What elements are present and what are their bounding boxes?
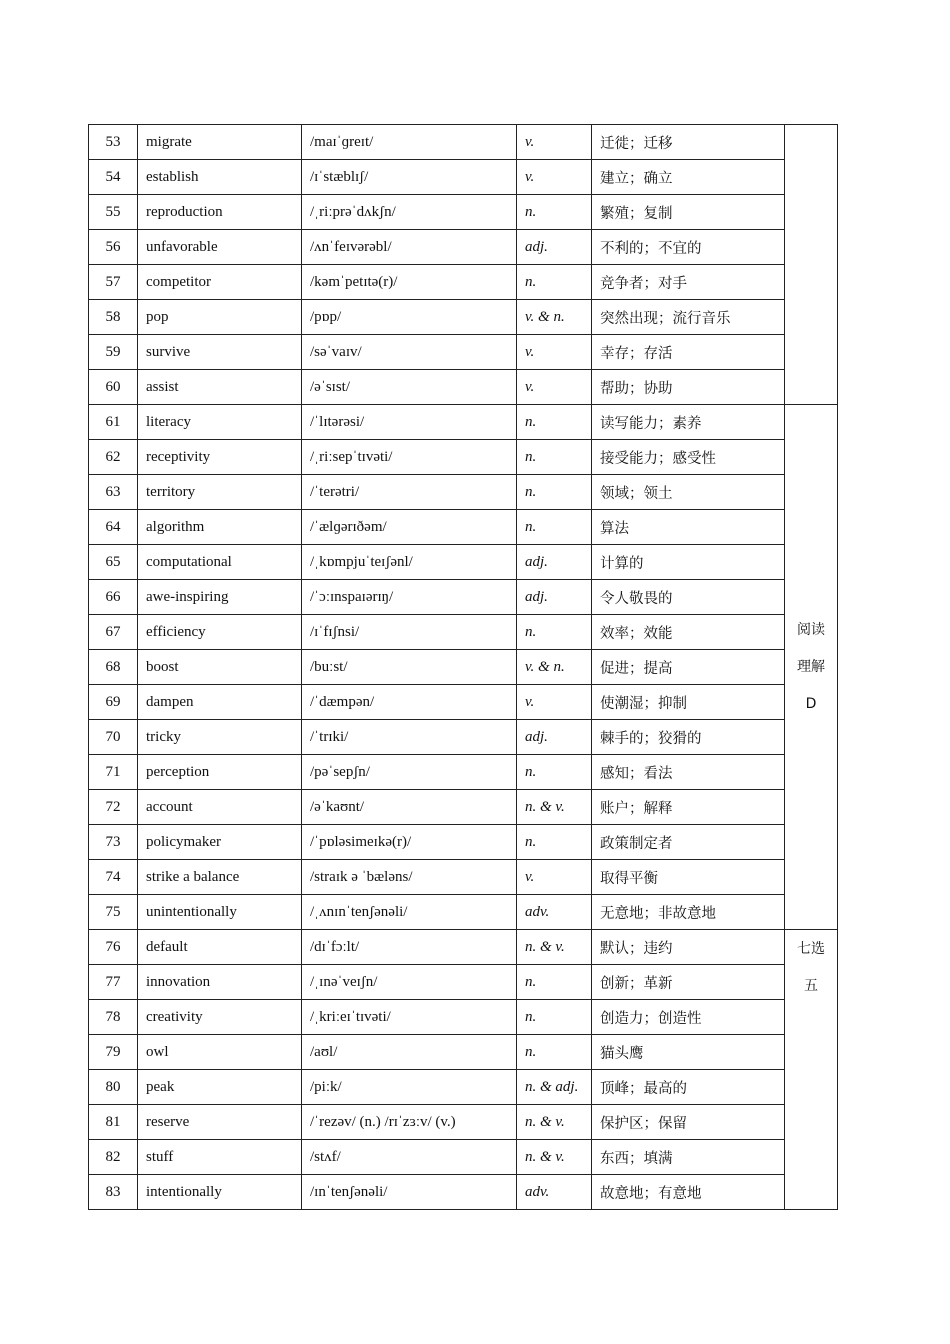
section-label-line: 五 xyxy=(804,978,818,994)
word-cell: pop xyxy=(138,300,302,335)
chinese-meaning-cell: 竞争者；对手 xyxy=(592,265,785,300)
table-row xyxy=(89,440,838,475)
word-cell: establish xyxy=(138,160,302,195)
part-of-speech-cell: adv. xyxy=(517,895,592,930)
chinese-meaning-cell: 取得平衡 xyxy=(592,860,785,895)
table-row xyxy=(89,895,838,930)
table-row xyxy=(89,160,838,195)
row-number: 82 xyxy=(89,1140,138,1175)
word-cell: migrate xyxy=(138,125,302,160)
chinese-meaning-cell: 读写能力；素养 xyxy=(592,405,785,440)
chinese-meaning-cell: 默认；违约 xyxy=(592,930,785,965)
row-number: 69 xyxy=(89,685,138,720)
chinese-meaning-cell: 猫头鹰 xyxy=(592,1035,785,1070)
row-number: 83 xyxy=(89,1175,138,1210)
section-label-line: D xyxy=(805,695,817,712)
phonetic-cell: /pəˈsepʃn/ xyxy=(302,755,517,790)
row-number: 60 xyxy=(89,370,138,405)
word-cell: awe-inspiring xyxy=(138,580,302,615)
phonetic-cell: /dɪˈfɔːlt/ xyxy=(302,930,517,965)
row-number: 58 xyxy=(89,300,138,335)
part-of-speech-cell: adj. xyxy=(517,580,592,615)
row-number: 81 xyxy=(89,1105,138,1140)
row-number: 77 xyxy=(89,965,138,1000)
table-row xyxy=(89,755,838,790)
table-row xyxy=(89,790,838,825)
word-cell: reserve xyxy=(138,1105,302,1140)
phonetic-cell: /ˈterətri/ xyxy=(302,475,517,510)
phonetic-cell: /ˌkɒmpjuˈteɪʃənl/ xyxy=(302,545,517,580)
chinese-meaning-cell: 创造力；创造性 xyxy=(592,1000,785,1035)
row-number: 56 xyxy=(89,230,138,265)
phonetic-cell: /kəmˈpetɪtə(r)/ xyxy=(302,265,517,300)
table-row xyxy=(89,545,838,580)
word-cell: algorithm xyxy=(138,510,302,545)
chinese-meaning-cell: 领域；领土 xyxy=(592,475,785,510)
row-number: 72 xyxy=(89,790,138,825)
chinese-meaning-cell: 令人敬畏的 xyxy=(592,580,785,615)
word-cell: policymaker xyxy=(138,825,302,860)
row-number: 62 xyxy=(89,440,138,475)
phonetic-cell: /ˈdæmpən/ xyxy=(302,685,517,720)
row-number: 53 xyxy=(89,125,138,160)
table-row xyxy=(89,650,838,685)
phonetic-cell: /ɪnˈtenʃənəli/ xyxy=(302,1175,517,1210)
row-number: 78 xyxy=(89,1000,138,1035)
section-label-line: 七选 xyxy=(797,941,825,957)
table-row xyxy=(89,580,838,615)
phonetic-cell: /ˌɪnəˈveɪʃn/ xyxy=(302,965,517,1000)
phonetic-cell: /ˌkriːeɪˈtɪvəti/ xyxy=(302,1000,517,1035)
table-row xyxy=(89,1035,838,1070)
chinese-meaning-cell: 幸存；存活 xyxy=(592,335,785,370)
part-of-speech-cell: n. & v. xyxy=(517,1105,592,1140)
row-number: 70 xyxy=(89,720,138,755)
row-number: 66 xyxy=(89,580,138,615)
word-cell: account xyxy=(138,790,302,825)
chinese-meaning-cell: 建立；确立 xyxy=(592,160,785,195)
phonetic-cell: /maɪˈɡreɪt/ xyxy=(302,125,517,160)
word-cell: assist xyxy=(138,370,302,405)
part-of-speech-cell: n. xyxy=(517,405,592,440)
row-number: 59 xyxy=(89,335,138,370)
part-of-speech-cell: v. & n. xyxy=(517,300,592,335)
row-number: 79 xyxy=(89,1035,138,1070)
part-of-speech-cell: n. & adj. xyxy=(517,1070,592,1105)
chinese-meaning-cell: 感知；看法 xyxy=(592,755,785,790)
chinese-meaning-cell: 保护区；保留 xyxy=(592,1105,785,1140)
section-label-cell xyxy=(785,405,838,930)
table-row xyxy=(89,930,838,965)
word-cell: stuff xyxy=(138,1140,302,1175)
section-label-cell xyxy=(785,125,838,405)
phonetic-cell: /ˌriːprəˈdʌkʃn/ xyxy=(302,195,517,230)
phonetic-cell: /əˈkaʊnt/ xyxy=(302,790,517,825)
word-cell: tricky xyxy=(138,720,302,755)
chinese-meaning-cell: 创新；革新 xyxy=(592,965,785,1000)
chinese-meaning-cell: 不利的；不宜的 xyxy=(592,230,785,265)
word-cell: innovation xyxy=(138,965,302,1000)
table-row xyxy=(89,370,838,405)
row-number: 71 xyxy=(89,755,138,790)
part-of-speech-cell: adv. xyxy=(517,1175,592,1210)
phonetic-cell: /piːk/ xyxy=(302,1070,517,1105)
phonetic-cell: /ˈɔːɪnspaɪərɪŋ/ xyxy=(302,580,517,615)
part-of-speech-cell: n. & v. xyxy=(517,790,592,825)
row-number: 54 xyxy=(89,160,138,195)
word-cell: unfavorable xyxy=(138,230,302,265)
part-of-speech-cell: v. & n. xyxy=(517,650,592,685)
table-row xyxy=(89,1070,838,1105)
table-row xyxy=(89,825,838,860)
table-row xyxy=(89,1000,838,1035)
part-of-speech-cell: n. xyxy=(517,1035,592,1070)
row-number: 74 xyxy=(89,860,138,895)
row-number: 75 xyxy=(89,895,138,930)
row-number: 73 xyxy=(89,825,138,860)
part-of-speech-cell: v. xyxy=(517,370,592,405)
word-cell: literacy xyxy=(138,405,302,440)
part-of-speech-cell: v. xyxy=(517,160,592,195)
word-cell: perception xyxy=(138,755,302,790)
phonetic-cell: /pɒp/ xyxy=(302,300,517,335)
table-row xyxy=(89,335,838,370)
phonetic-cell: /əˈsɪst/ xyxy=(302,370,517,405)
chinese-meaning-cell: 算法 xyxy=(592,510,785,545)
table-row xyxy=(89,230,838,265)
word-cell: default xyxy=(138,930,302,965)
chinese-meaning-cell: 政策制定者 xyxy=(592,825,785,860)
phonetic-cell: /ˈlɪtərəsi/ xyxy=(302,405,517,440)
table-row xyxy=(89,475,838,510)
table-row xyxy=(89,1140,838,1175)
chinese-meaning-cell: 迁徙；迁移 xyxy=(592,125,785,160)
row-number: 68 xyxy=(89,650,138,685)
phonetic-cell: /ˈrezəv/ (n.) /rɪˈzɜːv/ (v.) xyxy=(302,1105,517,1140)
part-of-speech-cell: n. xyxy=(517,265,592,300)
word-cell: receptivity xyxy=(138,440,302,475)
table-row xyxy=(89,1175,838,1210)
phonetic-cell: /ˈtrɪki/ xyxy=(302,720,517,755)
part-of-speech-cell: n. xyxy=(517,475,592,510)
phonetic-cell: /ˌriːsepˈtɪvəti/ xyxy=(302,440,517,475)
word-cell: computational xyxy=(138,545,302,580)
chinese-meaning-cell: 效率；效能 xyxy=(592,615,785,650)
table-row xyxy=(89,265,838,300)
row-number: 57 xyxy=(89,265,138,300)
part-of-speech-cell: n. xyxy=(517,825,592,860)
part-of-speech-cell: v. xyxy=(517,860,592,895)
chinese-meaning-cell: 棘手的；狡猾的 xyxy=(592,720,785,755)
word-cell: reproduction xyxy=(138,195,302,230)
word-cell: unintentionally xyxy=(138,895,302,930)
phonetic-cell: /buːst/ xyxy=(302,650,517,685)
table-row xyxy=(89,720,838,755)
chinese-meaning-cell: 计算的 xyxy=(592,545,785,580)
chinese-meaning-cell: 接受能力；感受性 xyxy=(592,440,785,475)
part-of-speech-cell: n. xyxy=(517,1000,592,1035)
chinese-meaning-cell: 使潮湿；抑制 xyxy=(592,685,785,720)
word-cell: strike a balance xyxy=(138,860,302,895)
table-row xyxy=(89,965,838,1000)
vocabulary-table-body xyxy=(89,125,838,1210)
row-number: 63 xyxy=(89,475,138,510)
part-of-speech-cell: n. & v. xyxy=(517,1140,592,1175)
table-row xyxy=(89,300,838,335)
word-cell: efficiency xyxy=(138,615,302,650)
word-cell: boost xyxy=(138,650,302,685)
part-of-speech-cell: n. xyxy=(517,615,592,650)
phonetic-cell: /səˈvaɪv/ xyxy=(302,335,517,370)
part-of-speech-cell: n. xyxy=(517,755,592,790)
table-row xyxy=(89,685,838,720)
chinese-meaning-cell: 突然出现；流行音乐 xyxy=(592,300,785,335)
phonetic-cell: /ˈpɒləsimeɪkə(r)/ xyxy=(302,825,517,860)
section-label-line: 阅读 xyxy=(797,621,825,638)
word-cell: survive xyxy=(138,335,302,370)
chinese-meaning-cell: 无意地；非故意地 xyxy=(592,895,785,930)
table-row xyxy=(89,860,838,895)
phonetic-cell: /ˌʌnɪnˈtenʃənəli/ xyxy=(302,895,517,930)
word-cell: peak xyxy=(138,1070,302,1105)
word-cell: territory xyxy=(138,475,302,510)
table-row xyxy=(89,195,838,230)
chinese-meaning-cell: 帮助；协助 xyxy=(592,370,785,405)
row-number: 65 xyxy=(89,545,138,580)
chinese-meaning-cell: 促进；提高 xyxy=(592,650,785,685)
part-of-speech-cell: n. xyxy=(517,965,592,1000)
vocabulary-table xyxy=(88,124,838,1210)
row-number: 64 xyxy=(89,510,138,545)
phonetic-cell: /aʊl/ xyxy=(302,1035,517,1070)
table-row xyxy=(89,1105,838,1140)
word-cell: dampen xyxy=(138,685,302,720)
phonetic-cell: /straɪk ə ˈbæləns/ xyxy=(302,860,517,895)
phonetic-cell: /ɪˈfɪʃnsi/ xyxy=(302,615,517,650)
part-of-speech-cell: v. xyxy=(517,125,592,160)
row-number: 67 xyxy=(89,615,138,650)
table-row xyxy=(89,405,838,440)
word-cell: intentionally xyxy=(138,1175,302,1210)
chinese-meaning-cell: 顶峰；最高的 xyxy=(592,1070,785,1105)
chinese-meaning-cell: 东西；填满 xyxy=(592,1140,785,1175)
word-cell: competitor xyxy=(138,265,302,300)
row-number: 55 xyxy=(89,195,138,230)
part-of-speech-cell: n. xyxy=(517,195,592,230)
section-label-line: 理解 xyxy=(797,658,825,675)
row-number: 80 xyxy=(89,1070,138,1105)
phonetic-cell: /ʌnˈfeɪvərəbl/ xyxy=(302,230,517,265)
part-of-speech-cell: v. xyxy=(517,335,592,370)
part-of-speech-cell: n. & v. xyxy=(517,930,592,965)
word-cell: creativity xyxy=(138,1000,302,1035)
chinese-meaning-cell: 繁殖；复制 xyxy=(592,195,785,230)
part-of-speech-cell: adj. xyxy=(517,230,592,265)
table-row xyxy=(89,510,838,545)
section-label-cell xyxy=(785,930,838,1210)
row-number: 61 xyxy=(89,405,138,440)
part-of-speech-cell: adj. xyxy=(517,545,592,580)
word-cell: owl xyxy=(138,1035,302,1070)
row-number: 76 xyxy=(89,930,138,965)
phonetic-cell: /ˈælɡərɪðəm/ xyxy=(302,510,517,545)
chinese-meaning-cell: 故意地；有意地 xyxy=(592,1175,785,1210)
table-row xyxy=(89,125,838,160)
part-of-speech-cell: n. xyxy=(517,510,592,545)
phonetic-cell: /stʌf/ xyxy=(302,1140,517,1175)
chinese-meaning-cell: 账户；解释 xyxy=(592,790,785,825)
phonetic-cell: /ɪˈstæblɪʃ/ xyxy=(302,160,517,195)
part-of-speech-cell: v. xyxy=(517,685,592,720)
table-row xyxy=(89,615,838,650)
part-of-speech-cell: adj. xyxy=(517,720,592,755)
part-of-speech-cell: n. xyxy=(517,440,592,475)
